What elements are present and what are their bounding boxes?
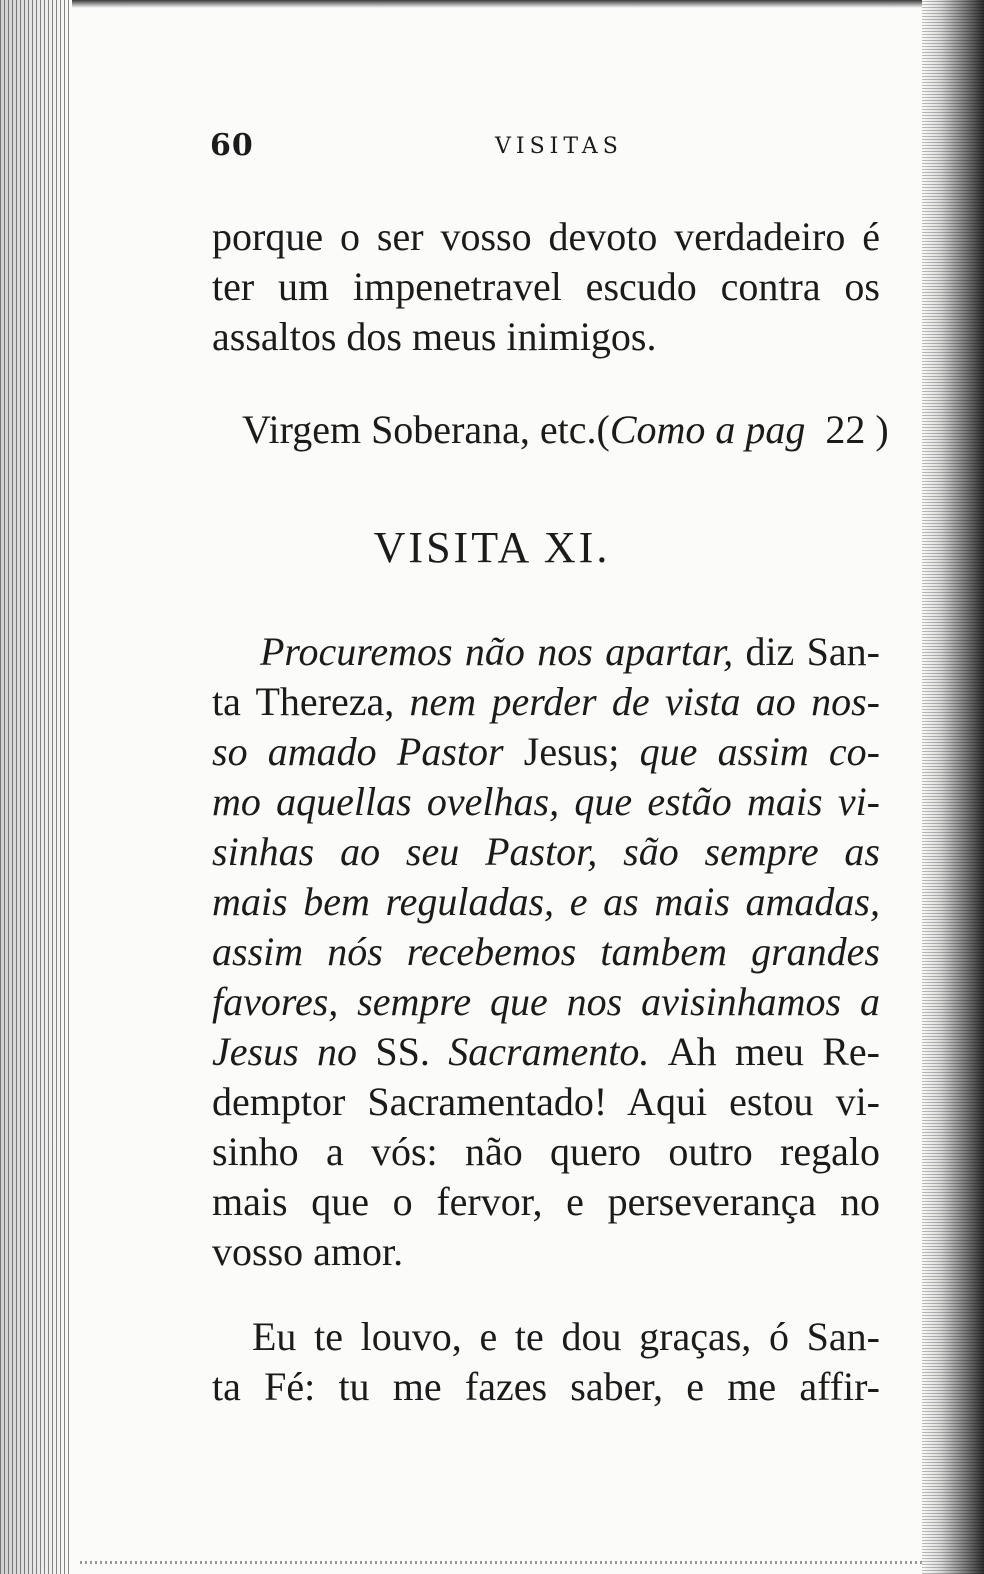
text-run: assim nós recebemos tambem grandes xyxy=(212,929,880,974)
page-number: 60 xyxy=(210,128,254,163)
text-run: demptor Sacramentado! Aqui estou vi- xyxy=(212,1079,880,1124)
text-run: Pastor, xyxy=(485,829,624,874)
text-line xyxy=(212,627,880,677)
refrain-text: Virgem Soberana, etc. xyxy=(242,407,597,452)
text-run: Sacramento. xyxy=(448,1029,668,1074)
refrain-page: 22 xyxy=(825,407,866,452)
text-line: ter um impenetravel escudo contra os xyxy=(212,264,880,309)
text-line xyxy=(212,977,880,1027)
page-edge-shadow xyxy=(922,0,984,1574)
text-line xyxy=(212,677,880,727)
text-line xyxy=(212,1177,880,1227)
text-line xyxy=(212,927,880,977)
text-line xyxy=(212,1027,880,1077)
text-line: Eu te louvo, e te dou graças, ó San- xyxy=(252,1314,880,1359)
text-line xyxy=(212,827,880,877)
paragraph-2 xyxy=(212,1312,880,1412)
text-run: Jesus no xyxy=(212,1029,376,1074)
text-run: mo aquellas ovelhas, que estão mais vi- xyxy=(212,779,880,824)
text-run: SS. xyxy=(375,1029,449,1074)
text-line xyxy=(212,877,880,927)
text-run: sinho a vós: não quero outro regalo xyxy=(212,1129,880,1174)
text-run: Procuremos não nos apartar, xyxy=(260,629,734,674)
text-run: Pastor xyxy=(396,729,524,774)
text-run: favores, sempre que nos avisinhamos a xyxy=(212,979,880,1024)
refrain-close-paren: ) xyxy=(875,407,889,452)
text-line xyxy=(212,1227,880,1277)
page-top-edge xyxy=(0,0,984,8)
binding-edge xyxy=(0,0,72,1574)
visit-heading: VISITA XI. xyxy=(373,523,611,572)
text-run: mais bem reguladas, e as mais amadas, xyxy=(212,879,880,924)
text-run: nem perder de vista ao nos- xyxy=(409,679,880,724)
text-run: sinhas ao seu xyxy=(212,829,486,874)
text-run: diz San- xyxy=(733,629,880,674)
text-run: so amado xyxy=(212,729,397,774)
text-run: que assim co- xyxy=(639,729,880,774)
refrain-open-paren: ( xyxy=(596,407,610,452)
bottom-rule xyxy=(80,1561,924,1564)
paragraph-1 xyxy=(212,627,880,1277)
refrain-ref: Como a pag xyxy=(609,407,806,452)
text-line: porque o ser vosso devoto verdadeiro é xyxy=(212,214,880,259)
text-line xyxy=(212,1077,880,1127)
text-line: ta Fé: tu me fazes saber, e me affir- xyxy=(212,1364,880,1409)
text-run: mais que o fervor, e perseverança no xyxy=(212,1179,880,1224)
paragraph-1-lines xyxy=(212,627,880,1277)
text-line xyxy=(212,727,880,777)
text-line: assaltos dos meus inimigos. xyxy=(212,314,657,359)
running-head xyxy=(210,128,860,168)
refrain-line xyxy=(242,405,889,455)
text-run: Jesus; xyxy=(523,729,640,774)
running-title: VISITAS xyxy=(495,134,623,159)
text-run: são sempre as xyxy=(623,829,880,874)
text-run: Ah meu Re- xyxy=(667,1029,880,1074)
text-line xyxy=(212,777,880,827)
text-run: ta Thereza, xyxy=(212,679,410,724)
text-line xyxy=(212,1127,880,1177)
continuation-text xyxy=(212,212,880,362)
text-run: vosso amor. xyxy=(212,1229,404,1274)
